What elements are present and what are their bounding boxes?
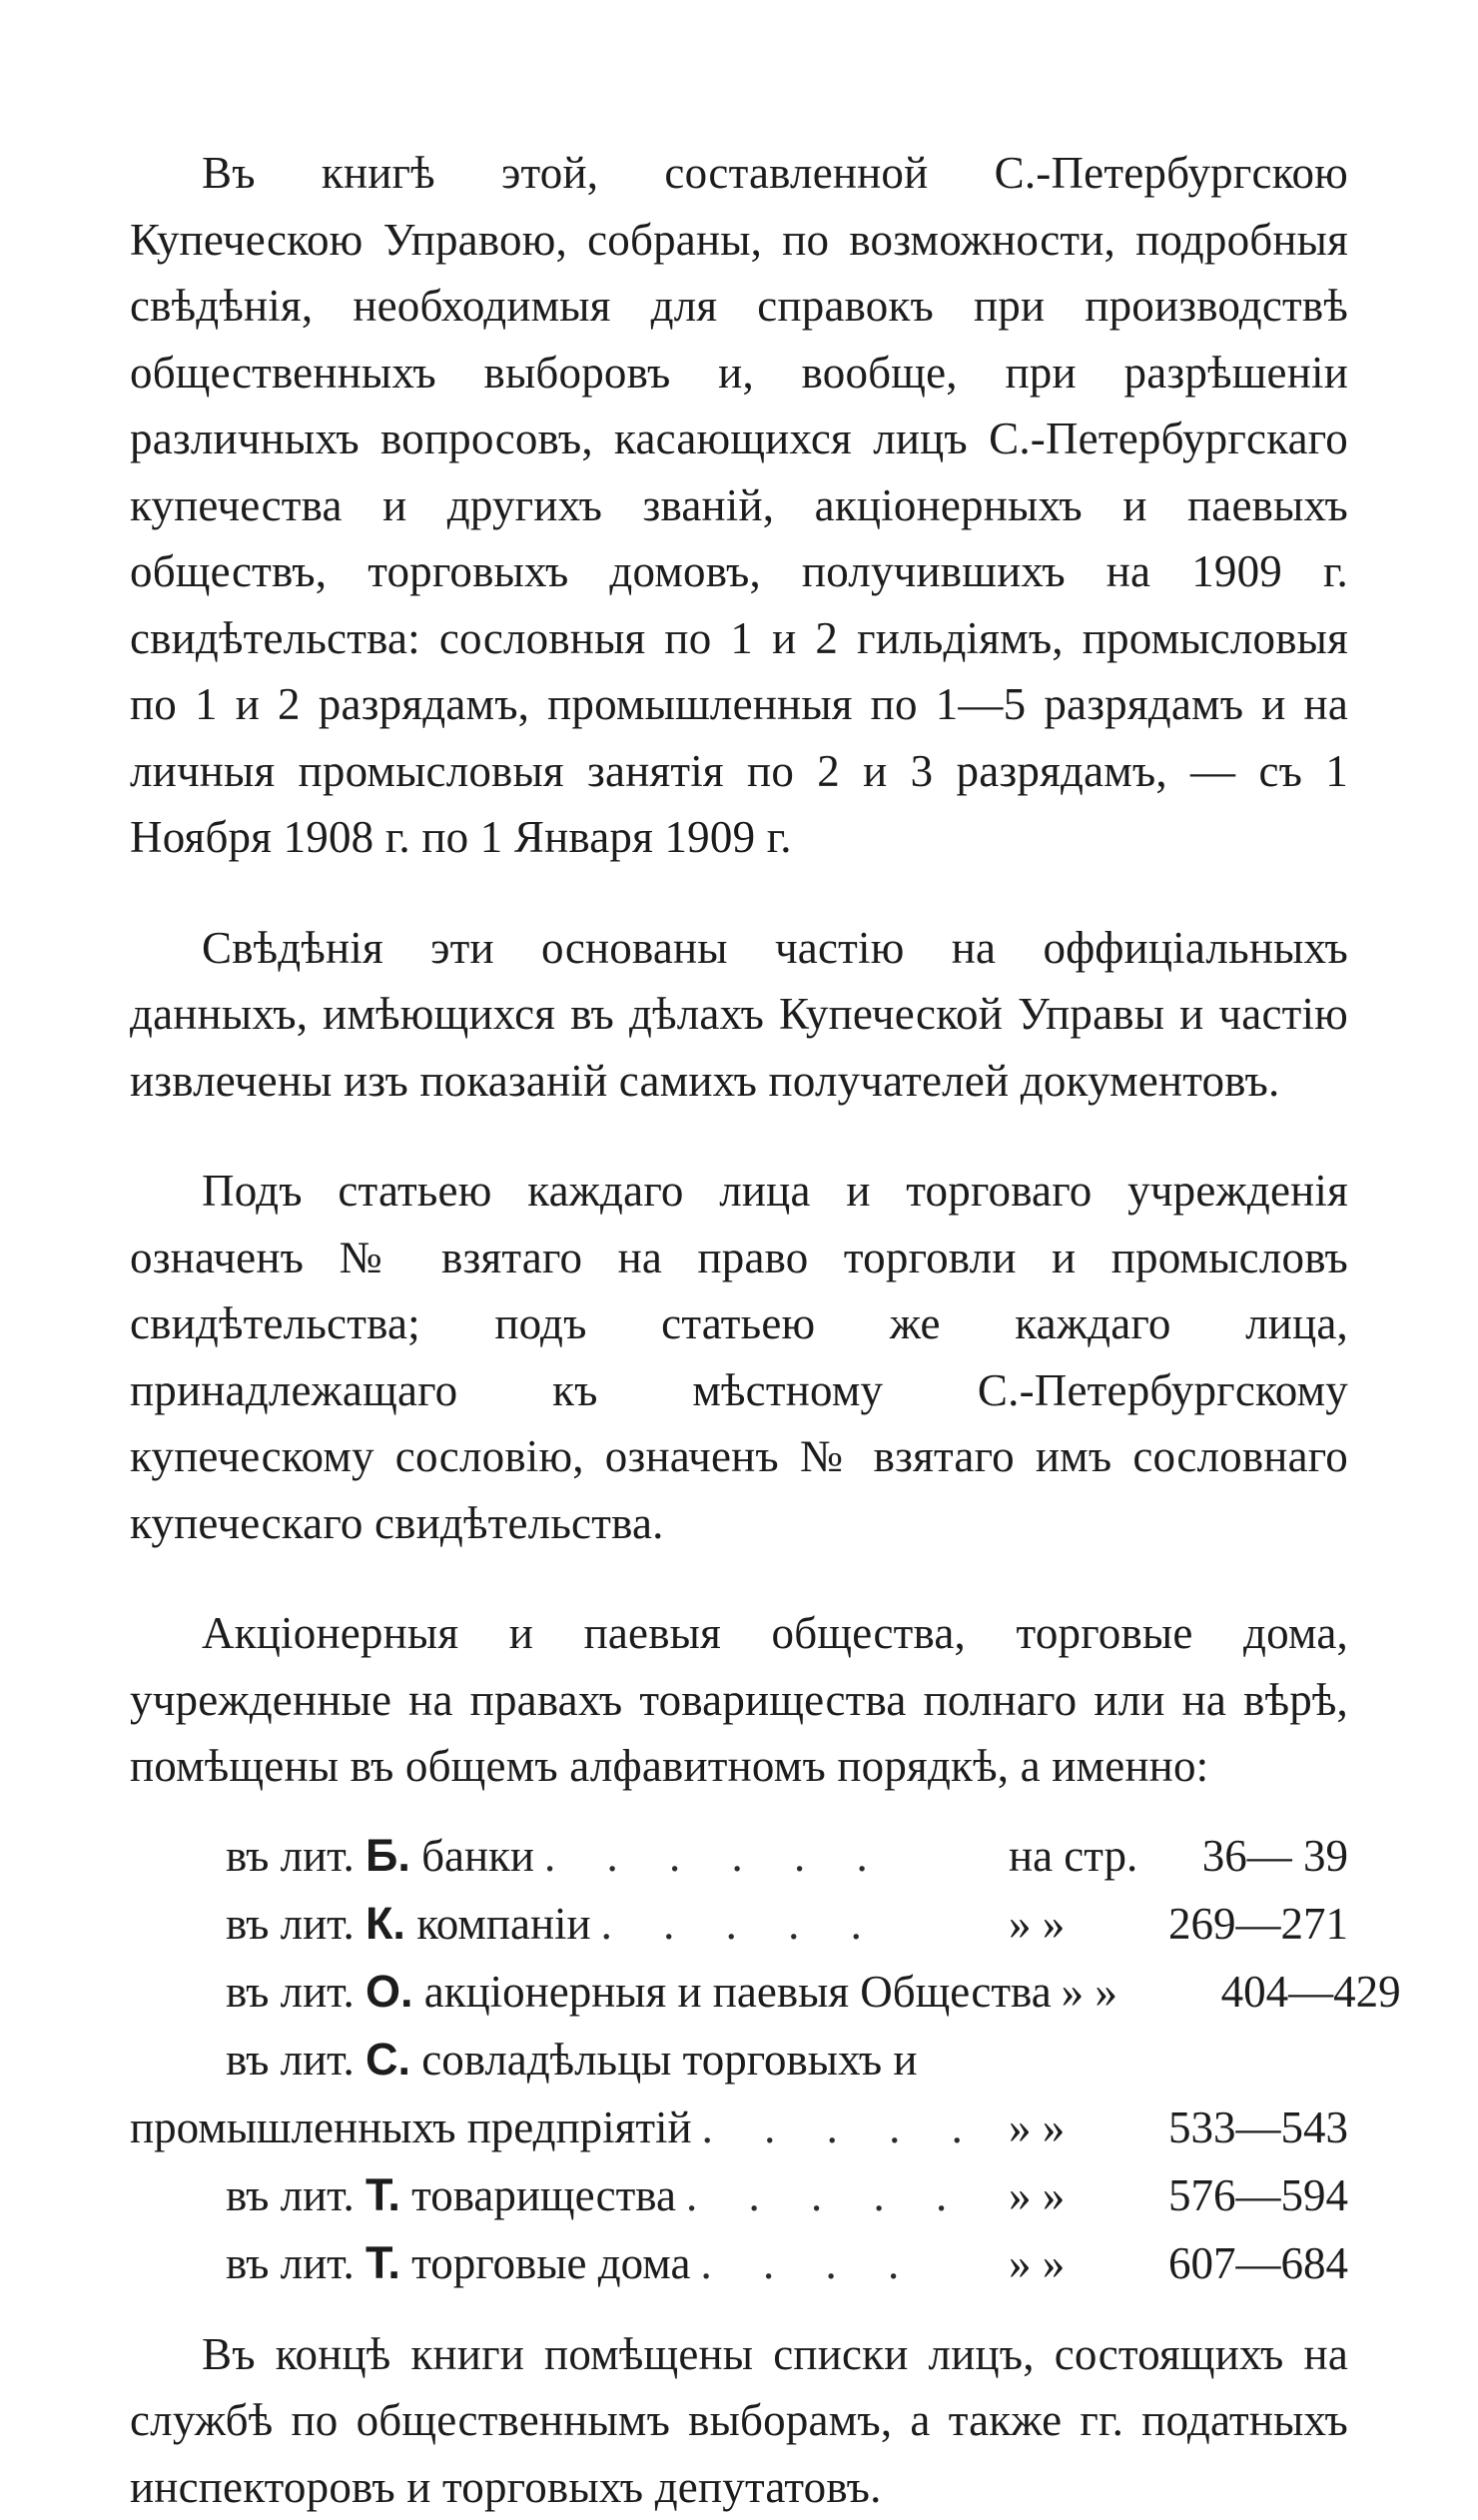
index-entry-leader: . . . . . (692, 2094, 1009, 2161)
index-entry-title: въ лит. Т. торговые дома (226, 2229, 690, 2297)
index-entry (130, 1958, 1348, 2026)
index-entry-pages: 576—594 (1148, 2161, 1348, 2229)
index-entry-ref: на стр. (1009, 1822, 1148, 1890)
index-entry-pages: 36— 39 (1148, 1822, 1348, 1890)
index-entry-ref: » » (1062, 1958, 1201, 2026)
sources-paragraph: Свѣдѣнія эти основаны частію на оффиціальныхъ данныхъ, имѣющихся въ дѣлахъ Купеческой Управы и частію извлечены изъ показаній самихъ получателей документовъ. (130, 915, 1348, 1115)
index-entry (130, 2026, 1348, 2094)
index-entry-ref: » » (1009, 2094, 1148, 2161)
section-index (130, 1822, 1348, 2297)
page (130, 140, 1348, 2520)
index-entry-title: промышленныхъ предпріятій (130, 2094, 692, 2161)
index-entry-leader: . . . . . (676, 2161, 1009, 2229)
index-entry-leader: . . . . (690, 2229, 1009, 2297)
index-entry-leader: . . . . . . (534, 1822, 1009, 1890)
index-entry (130, 2161, 1348, 2229)
index-entry-continuation (130, 2094, 1348, 2161)
index-entry-leader: . . . . . (591, 1890, 1009, 1958)
index-entry (130, 1890, 1348, 1958)
index-entry (130, 2229, 1348, 2297)
index-entry-ref: » » (1009, 2229, 1148, 2297)
index-entry-pages: 269—271 (1148, 1890, 1348, 1958)
index-entry-pages: 404—429 (1201, 1958, 1401, 2026)
index-entry-title: въ лит. О. акціонерныя и паевыя Общества (226, 1958, 1052, 2026)
index-entry-ref: » » (1009, 1890, 1148, 1958)
societies-paragraph: Акціонерныя и паевыя общества, торговые дома, учрежденные на правахъ товарищества полнаго или на вѣрѣ, помѣщены въ общемъ алфавитномъ порядкѣ, а именно: (130, 1600, 1348, 1800)
index-entry-title: въ лит. Б. банки (226, 1822, 534, 1890)
index-entry-title: въ лит. К. компаніи (226, 1890, 591, 1958)
index-entry (130, 1822, 1348, 1890)
index-entry-ref: » » (1009, 2161, 1148, 2229)
index-entry-title: въ лит. Т. товарищества (226, 2161, 676, 2229)
index-entry-pages: 607—684 (1148, 2229, 1348, 2297)
closing-paragraph: Въ концѣ книги помѣщены списки лицъ, состоящихъ на службѣ по общественнымъ выборамъ, а также гг. податныхъ инспекторовъ и торговыхъ депутатовъ. (130, 2321, 1348, 2520)
index-entry-title: въ лит. С. совладѣльцы торговыхъ и (226, 2026, 917, 2094)
certificate-number-paragraph: Подъ статьею каждаго лица и торговаго учрежденія означенъ № взятаго на право торговли и промысловъ свидѣтельства; подъ статьею же каждаго лица, принадлежащаго къ мѣстному С.-Петербургскому купеческому сословію, означенъ № взятаго имъ сословнаго купеческаго свидѣтельства. (130, 1158, 1348, 1556)
intro-paragraph: Въ книгѣ этой, составленной С.-Петербургскою Купеческою Управою, собраны, по возможности, подробныя свѣдѣнія, необходимыя для справокъ при производствѣ общественныхъ выборовъ и, вообще, при разрѣшеніи различныхъ вопросовъ, касающихся лицъ С.-Петербургскаго купечества и другихъ званій, акціонерныхъ и паевыхъ обществъ, торговыхъ домовъ, получившихъ на 1909 г. свидѣтельства: сословныя по 1 и 2 гильдіямъ, промысловыя по 1 и 2 разрядамъ, промышленныя по 1—5 разрядамъ и на личныя промысловыя занятія по 2 и 3 разрядамъ, — съ 1 Ноября 1908 г. по 1 Января 1909 г. (130, 140, 1348, 871)
index-entry-pages: 533—543 (1148, 2094, 1348, 2161)
